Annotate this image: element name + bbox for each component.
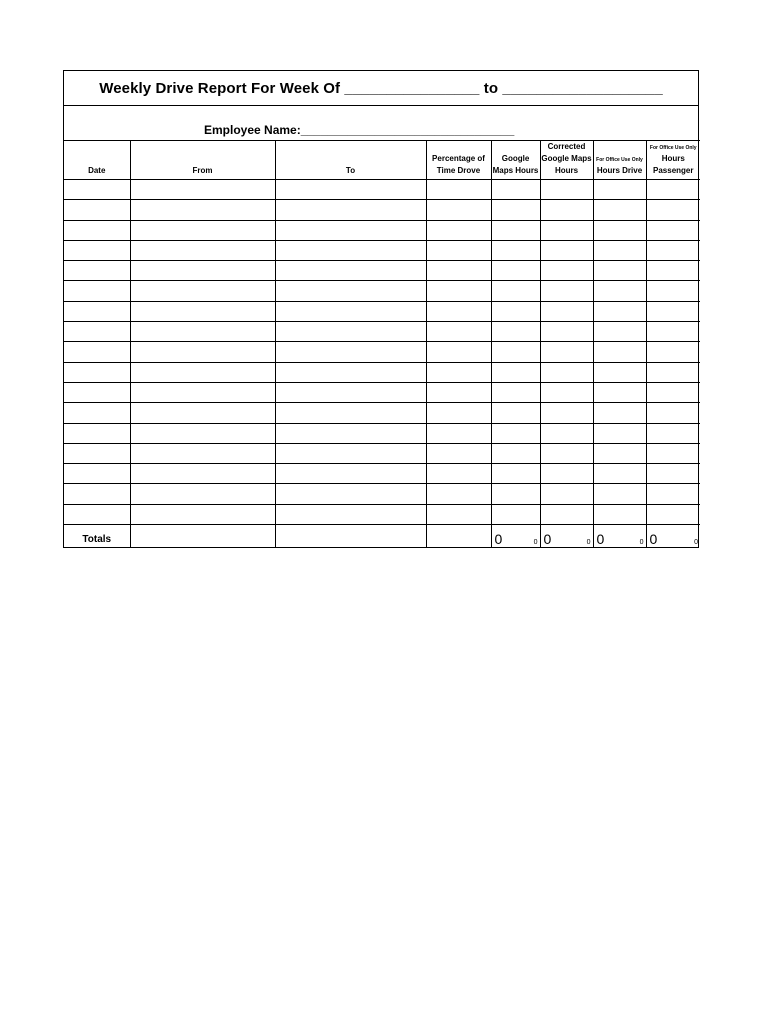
passenger-cell[interactable] (646, 382, 700, 402)
date-cell[interactable] (64, 403, 130, 423)
percentage-cell[interactable] (426, 464, 491, 484)
entry-row (64, 322, 700, 342)
to-cell[interactable] (275, 464, 426, 484)
drive-cell[interactable] (593, 240, 646, 260)
date-cell[interactable] (64, 180, 130, 200)
entry-row (64, 240, 700, 260)
percentage-cell[interactable] (426, 342, 491, 362)
percentage-cell[interactable] (426, 322, 491, 342)
google-cell[interactable] (491, 200, 540, 220)
passenger-cell[interactable] (646, 322, 700, 342)
passenger-cell[interactable] (646, 301, 700, 321)
entry-row (64, 180, 700, 200)
col-corrected-hours: Corrected Google Maps Hours (540, 141, 593, 180)
report-title: Weekly Drive Report For Week Of ________________ to ___________________ (99, 79, 663, 97)
date-cell[interactable] (64, 301, 130, 321)
employee-name-label: Employee Name:________________________________ (204, 123, 515, 137)
from-cell[interactable] (130, 342, 275, 362)
date-cell[interactable] (64, 382, 130, 402)
date-cell[interactable] (64, 423, 130, 443)
drive-cell[interactable] (593, 403, 646, 423)
entry-row (64, 403, 700, 423)
drive-cell[interactable] (593, 484, 646, 504)
to-cell[interactable] (275, 240, 426, 260)
from-cell[interactable] (130, 301, 275, 321)
percentage-cell[interactable] (426, 423, 491, 443)
date-cell[interactable] (64, 240, 130, 260)
passenger-cell[interactable] (646, 281, 700, 301)
percentage-cell[interactable] (426, 301, 491, 321)
to-cell[interactable] (275, 342, 426, 362)
drive-cell[interactable] (593, 362, 646, 382)
to-cell[interactable] (275, 322, 426, 342)
corrected-cell[interactable] (540, 382, 593, 402)
to-cell[interactable] (275, 301, 426, 321)
google-cell[interactable] (491, 484, 540, 504)
totals-percentage-cell[interactable] (426, 525, 491, 547)
col-google-maps-hours: Google Maps Hours (491, 141, 540, 180)
totals-from-cell[interactable] (130, 525, 275, 547)
from-cell[interactable] (130, 484, 275, 504)
percentage-cell[interactable] (426, 504, 491, 524)
col-hours-passenger: For Office Use Only Hours Passenger (646, 141, 700, 180)
totals-drive-cell: 0 0 (593, 525, 646, 547)
from-cell[interactable] (130, 362, 275, 382)
corrected-cell[interactable] (540, 200, 593, 220)
col-date: Date (64, 141, 130, 180)
employee-row (64, 106, 698, 140)
entry-row (64, 261, 700, 281)
percentage-cell[interactable] (426, 281, 491, 301)
to-cell[interactable] (275, 504, 426, 524)
passenger-cell[interactable] (646, 261, 700, 281)
drive-cell[interactable] (593, 281, 646, 301)
drive-cell[interactable] (593, 423, 646, 443)
google-cell[interactable] (491, 281, 540, 301)
date-cell[interactable] (64, 342, 130, 362)
from-cell[interactable] (130, 200, 275, 220)
from-cell[interactable] (130, 180, 275, 200)
passenger-cell[interactable] (646, 423, 700, 443)
drive-cell[interactable] (593, 200, 646, 220)
percentage-cell[interactable] (426, 180, 491, 200)
from-cell[interactable] (130, 403, 275, 423)
to-cell[interactable] (275, 220, 426, 240)
passenger-cell[interactable] (646, 403, 700, 423)
corrected-cell[interactable] (540, 423, 593, 443)
google-cell[interactable] (491, 464, 540, 484)
drive-cell[interactable] (593, 301, 646, 321)
drive-cell[interactable] (593, 220, 646, 240)
totals-label: Totals (64, 525, 130, 547)
percentage-cell[interactable] (426, 362, 491, 382)
from-cell[interactable] (130, 281, 275, 301)
corrected-cell[interactable] (540, 261, 593, 281)
to-cell[interactable] (275, 484, 426, 504)
entry-row (64, 200, 700, 220)
google-cell[interactable] (491, 342, 540, 362)
entry-row (64, 504, 700, 524)
totals-to-cell[interactable] (275, 525, 426, 547)
date-cell[interactable] (64, 443, 130, 463)
drive-log-table (64, 140, 700, 547)
to-cell[interactable] (275, 382, 426, 402)
to-cell[interactable] (275, 443, 426, 463)
drive-report-form (63, 70, 699, 548)
entry-row (64, 301, 700, 321)
google-cell[interactable] (491, 504, 540, 524)
totals-corrected-cell: 0 0 (540, 525, 593, 547)
passenger-cell[interactable] (646, 362, 700, 382)
to-cell[interactable] (275, 362, 426, 382)
to-cell[interactable] (275, 180, 426, 200)
col-from: From (130, 141, 275, 180)
entry-row (64, 423, 700, 443)
totals-google-cell: 0 0 (491, 525, 540, 547)
passenger-cell[interactable] (646, 240, 700, 260)
google-cell[interactable] (491, 180, 540, 200)
google-cell[interactable] (491, 443, 540, 463)
entry-row (64, 484, 700, 504)
corrected-cell[interactable] (540, 180, 593, 200)
from-cell[interactable] (130, 504, 275, 524)
entry-row (64, 362, 700, 382)
header-row (64, 141, 700, 180)
to-cell[interactable] (275, 403, 426, 423)
from-cell[interactable] (130, 423, 275, 443)
from-cell[interactable] (130, 443, 275, 463)
entry-row (64, 281, 700, 301)
drive-cell[interactable] (593, 443, 646, 463)
entry-row (64, 443, 700, 463)
corrected-cell[interactable] (540, 484, 593, 504)
corrected-cell[interactable] (540, 342, 593, 362)
drive-cell[interactable] (593, 180, 646, 200)
passenger-cell[interactable] (646, 342, 700, 362)
google-cell[interactable] (491, 301, 540, 321)
corrected-cell[interactable] (540, 504, 593, 524)
totals-passenger-cell: 0 0 (646, 525, 700, 547)
percentage-cell[interactable] (426, 240, 491, 260)
passenger-cell[interactable] (646, 443, 700, 463)
drive-cell[interactable] (593, 382, 646, 402)
corrected-cell[interactable] (540, 443, 593, 463)
google-cell[interactable] (491, 322, 540, 342)
date-cell[interactable] (64, 220, 130, 240)
percentage-cell[interactable] (426, 484, 491, 504)
google-cell[interactable] (491, 362, 540, 382)
google-cell[interactable] (491, 261, 540, 281)
col-hours-drive: For Office Use Only Hours Drive (593, 141, 646, 180)
passenger-cell[interactable] (646, 220, 700, 240)
drive-cell[interactable] (593, 322, 646, 342)
percentage-cell[interactable] (426, 200, 491, 220)
date-cell[interactable] (64, 200, 130, 220)
google-cell[interactable] (491, 382, 540, 402)
passenger-cell[interactable] (646, 504, 700, 524)
entry-row (64, 464, 700, 484)
from-cell[interactable] (130, 382, 275, 402)
corrected-cell[interactable] (540, 362, 593, 382)
percentage-cell[interactable] (426, 403, 491, 423)
corrected-cell[interactable] (540, 240, 593, 260)
drive-cell[interactable] (593, 464, 646, 484)
google-cell[interactable] (491, 423, 540, 443)
corrected-cell[interactable] (540, 464, 593, 484)
col-to: To (275, 141, 426, 180)
date-cell[interactable] (64, 322, 130, 342)
drive-cell[interactable] (593, 504, 646, 524)
from-cell[interactable] (130, 322, 275, 342)
date-cell[interactable] (64, 464, 130, 484)
to-cell[interactable] (275, 261, 426, 281)
percentage-cell[interactable] (426, 220, 491, 240)
from-cell[interactable] (130, 240, 275, 260)
corrected-cell[interactable] (540, 220, 593, 240)
date-cell[interactable] (64, 261, 130, 281)
percentage-cell[interactable] (426, 382, 491, 402)
percentage-cell[interactable] (426, 261, 491, 281)
date-cell[interactable] (64, 281, 130, 301)
entry-row (64, 342, 700, 362)
corrected-cell[interactable] (540, 301, 593, 321)
to-cell[interactable] (275, 200, 426, 220)
passenger-cell[interactable] (646, 464, 700, 484)
col-percentage: Percentage of Time Drove (426, 141, 491, 180)
date-cell[interactable] (64, 484, 130, 504)
entry-row (64, 220, 700, 240)
from-cell[interactable] (130, 220, 275, 240)
passenger-cell[interactable] (646, 200, 700, 220)
percentage-cell[interactable] (426, 443, 491, 463)
drive-cell[interactable] (593, 342, 646, 362)
to-cell[interactable] (275, 423, 426, 443)
passenger-cell[interactable] (646, 180, 700, 200)
corrected-cell[interactable] (540, 281, 593, 301)
passenger-cell[interactable] (646, 484, 700, 504)
totals-row (64, 525, 700, 547)
drive-cell[interactable] (593, 261, 646, 281)
date-cell[interactable] (64, 504, 130, 524)
entry-row (64, 382, 700, 402)
corrected-cell[interactable] (540, 322, 593, 342)
google-cell[interactable] (491, 403, 540, 423)
date-cell[interactable] (64, 362, 130, 382)
from-cell[interactable] (130, 261, 275, 281)
title-row (64, 71, 698, 106)
google-cell[interactable] (491, 220, 540, 240)
to-cell[interactable] (275, 281, 426, 301)
google-cell[interactable] (491, 240, 540, 260)
from-cell[interactable] (130, 464, 275, 484)
corrected-cell[interactable] (540, 403, 593, 423)
